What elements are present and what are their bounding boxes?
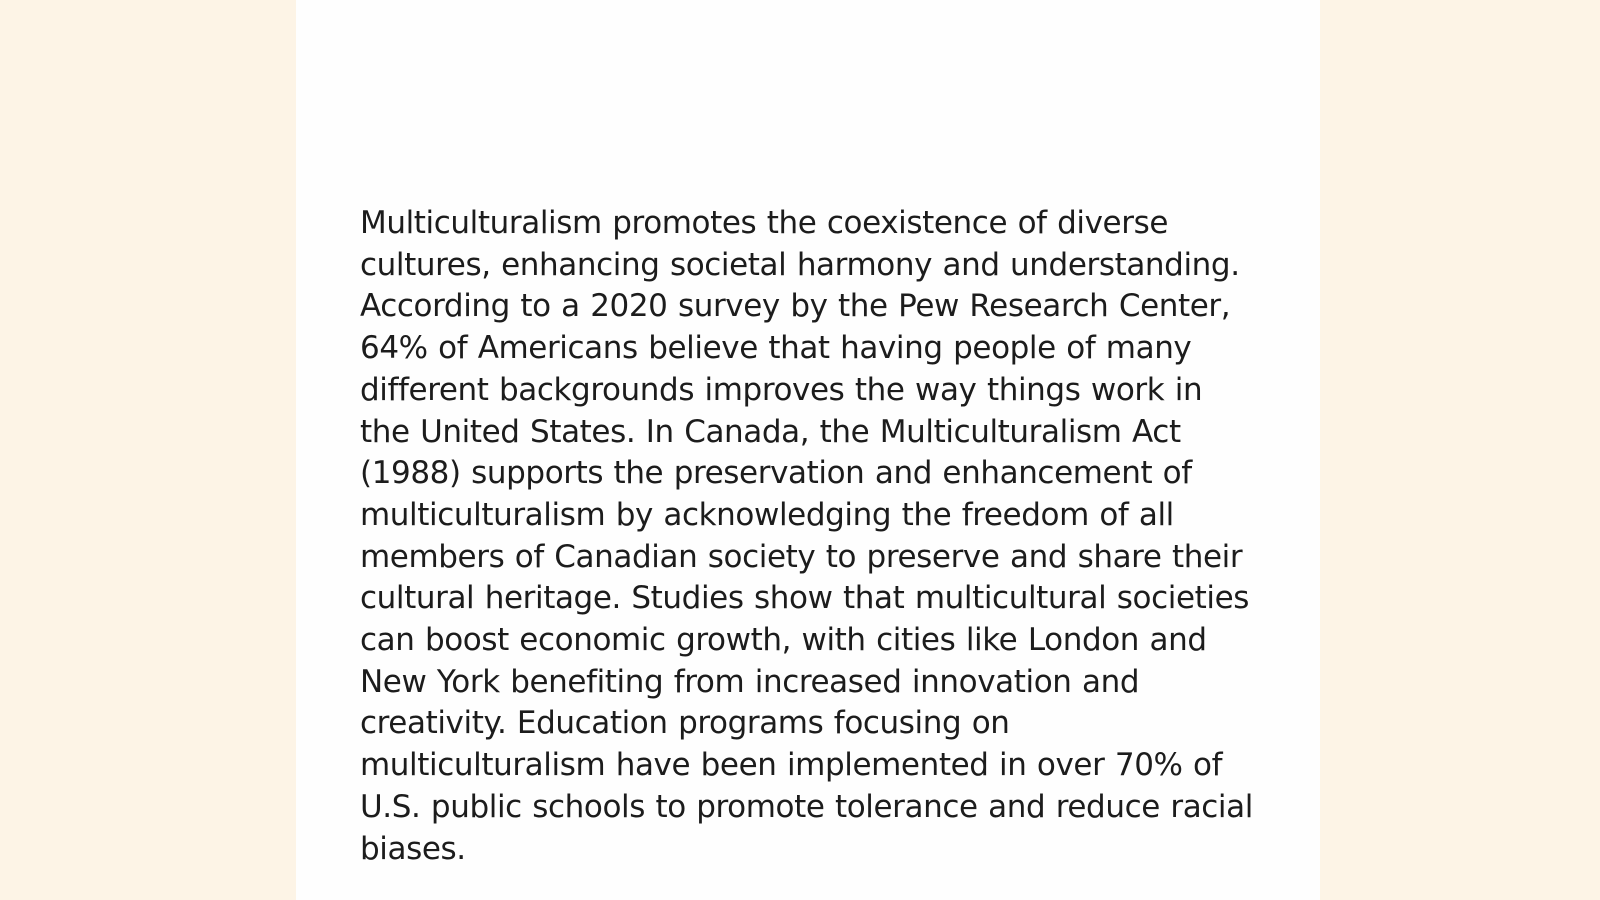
- article-paragraph: Multiculturalism promotes the coexistence of diverse cultures, enhancing societal harmony and understanding. According to a 2020 survey by the Pew Research Center, 64% of Americans believe that having people of many different backgrounds improves the way things work in the United States. In Canada, the Multiculturalism Act (1988) supports the preservation and enhancement of multiculturalism by acknowledging the freedom of all members of Canadian society to preserve and share their cultural heritage. Studies show that multicultural societies can boost economic growth, with cities like London and New York benefiting from increased innovation and creativity. Education programs focusing on multiculturalism have been implemented in over 70% of U.S. public schools to promote tolerance and reduce racial biases.: [360, 205, 1253, 867]
- document-page: [296, 0, 1320, 900]
